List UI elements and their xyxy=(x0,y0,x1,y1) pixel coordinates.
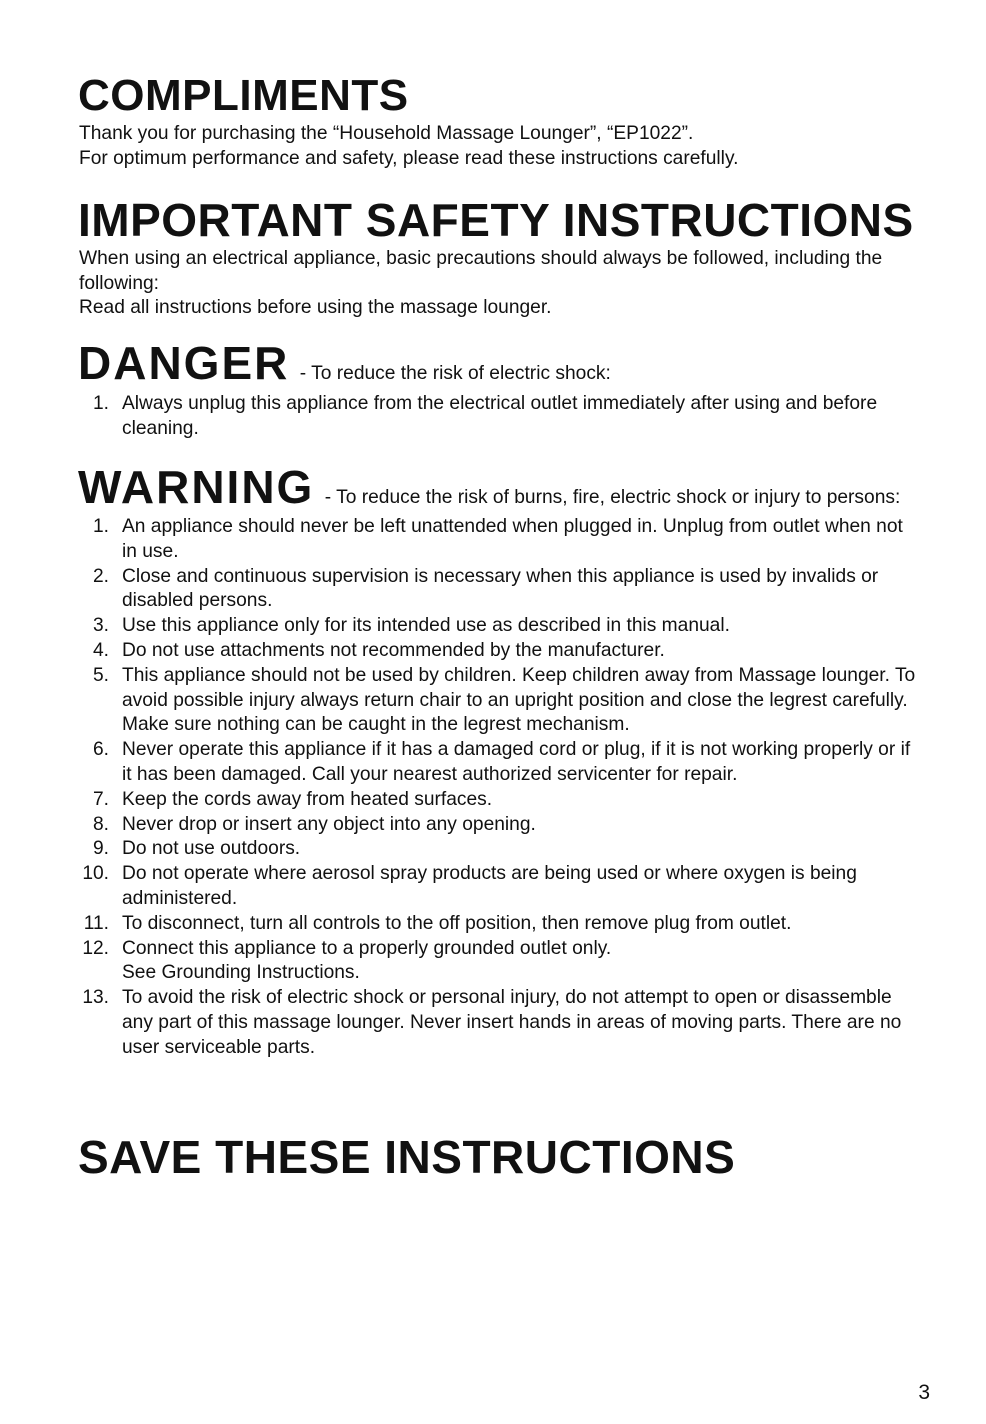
save-heading: SAVE THESE INSTRUCTIONS xyxy=(78,1131,736,1183)
item-number: 1. xyxy=(92,516,109,537)
item-number: 5. xyxy=(92,664,109,686)
list-item xyxy=(0,862,960,912)
item-text: Use this appliance only for its intended use as described in this manual. xyxy=(122,615,730,637)
safety-read-all: Read all instructions before using the massage lounger. xyxy=(79,297,552,318)
list-item xyxy=(0,937,960,987)
item-number: 2. xyxy=(92,565,109,587)
item-text: Never operate this appliance if it has a damaged cord or plug, if it is not working properly or if it has been damaged. Call your nearest authorized servicenter for repair. xyxy=(122,739,911,785)
compliments-heading: COMPLIMENTS xyxy=(78,71,409,120)
list-item xyxy=(0,912,960,937)
item-number: 7. xyxy=(92,788,109,810)
list-item xyxy=(0,813,960,838)
item-text: Keep the cords away from heated surfaces. xyxy=(122,788,493,810)
list-item xyxy=(0,392,960,442)
safety-intro: When using an electrical appliance, basic precautions should always be followed, including the following: xyxy=(79,248,883,294)
page-number: 3 xyxy=(918,1381,930,1404)
list-item xyxy=(0,664,960,738)
item-number: 13. xyxy=(82,987,109,1009)
item-text: Always unplug this appliance from the electrical outlet immediately after using and before cleaning. xyxy=(122,393,878,439)
list-item xyxy=(0,986,960,1060)
list-item xyxy=(0,515,960,565)
item-text: An appliance should never be left unattended when plugged in. Unplug from outlet when not in use. xyxy=(122,516,903,562)
danger-subtitle: - To reduce the risk of electric shock: xyxy=(299,363,611,384)
item-text: To avoid the risk of electric shock or personal injury, do not attempt to open or disassemble any part of this massage lounger. Never insert hands in areas of moving parts. There are no user serviceable parts. xyxy=(122,987,902,1058)
item-text-continued: See Grounding Instructions. xyxy=(122,962,360,984)
item-text: Do not use outdoors. xyxy=(122,838,301,860)
item-text: Do not operate where aerosol spray products are being used or where oxygen is being administered. xyxy=(122,863,857,909)
list-item xyxy=(0,837,960,862)
list-item xyxy=(0,614,960,639)
compliments-line-1: Thank you for purchasing the “Household Massage Lounger”, “EP1022”. xyxy=(79,123,694,144)
item-number: 6. xyxy=(92,739,109,761)
item-number: 8. xyxy=(92,813,109,835)
item-number: 12. xyxy=(82,937,109,959)
item-number: 10. xyxy=(82,863,109,885)
danger-heading: DANGER xyxy=(78,337,290,389)
warning-heading: WARNING xyxy=(78,461,315,513)
compliments-line-2: For optimum performance and safety, please read these instructions carefully. xyxy=(79,148,739,169)
item-text: Do not use attachments not recommended by the manufacturer. xyxy=(122,639,665,661)
danger-list xyxy=(0,392,960,442)
warning-list xyxy=(0,515,960,1061)
item-number: 11. xyxy=(83,912,109,934)
safety-heading: IMPORTANT SAFETY INSTRUCTIONS xyxy=(78,194,914,246)
item-number: 1. xyxy=(92,393,109,414)
item-text: Connect this appliance to a properly grounded outlet only. xyxy=(122,937,612,959)
list-item xyxy=(0,788,960,813)
list-item xyxy=(0,738,960,788)
list-item xyxy=(0,639,960,664)
warning-subtitle: - To reduce the risk of burns, fire, electric shock or injury to persons: xyxy=(324,487,901,508)
item-text: This appliance should not be used by children. Keep children away from Massage lounger. To avoid possible injury always return chair to an upright position and close the legrest carefully. Make sure nothing can be caught in the legrest mechanism. xyxy=(122,664,916,736)
item-text: Close and continuous supervision is necessary when this appliance is used by invalids or disabled persons. xyxy=(122,565,879,612)
warning-heading-row xyxy=(78,461,901,513)
item-text: Never drop or insert any object into any opening. xyxy=(122,813,536,835)
item-number: 9. xyxy=(92,838,109,860)
item-text: To disconnect, turn all controls to the off position, then remove plug from outlet. xyxy=(122,912,792,934)
item-number: 4. xyxy=(92,639,109,661)
danger-heading-row xyxy=(78,337,611,389)
item-number: 3. xyxy=(92,615,109,637)
list-item xyxy=(0,565,960,615)
